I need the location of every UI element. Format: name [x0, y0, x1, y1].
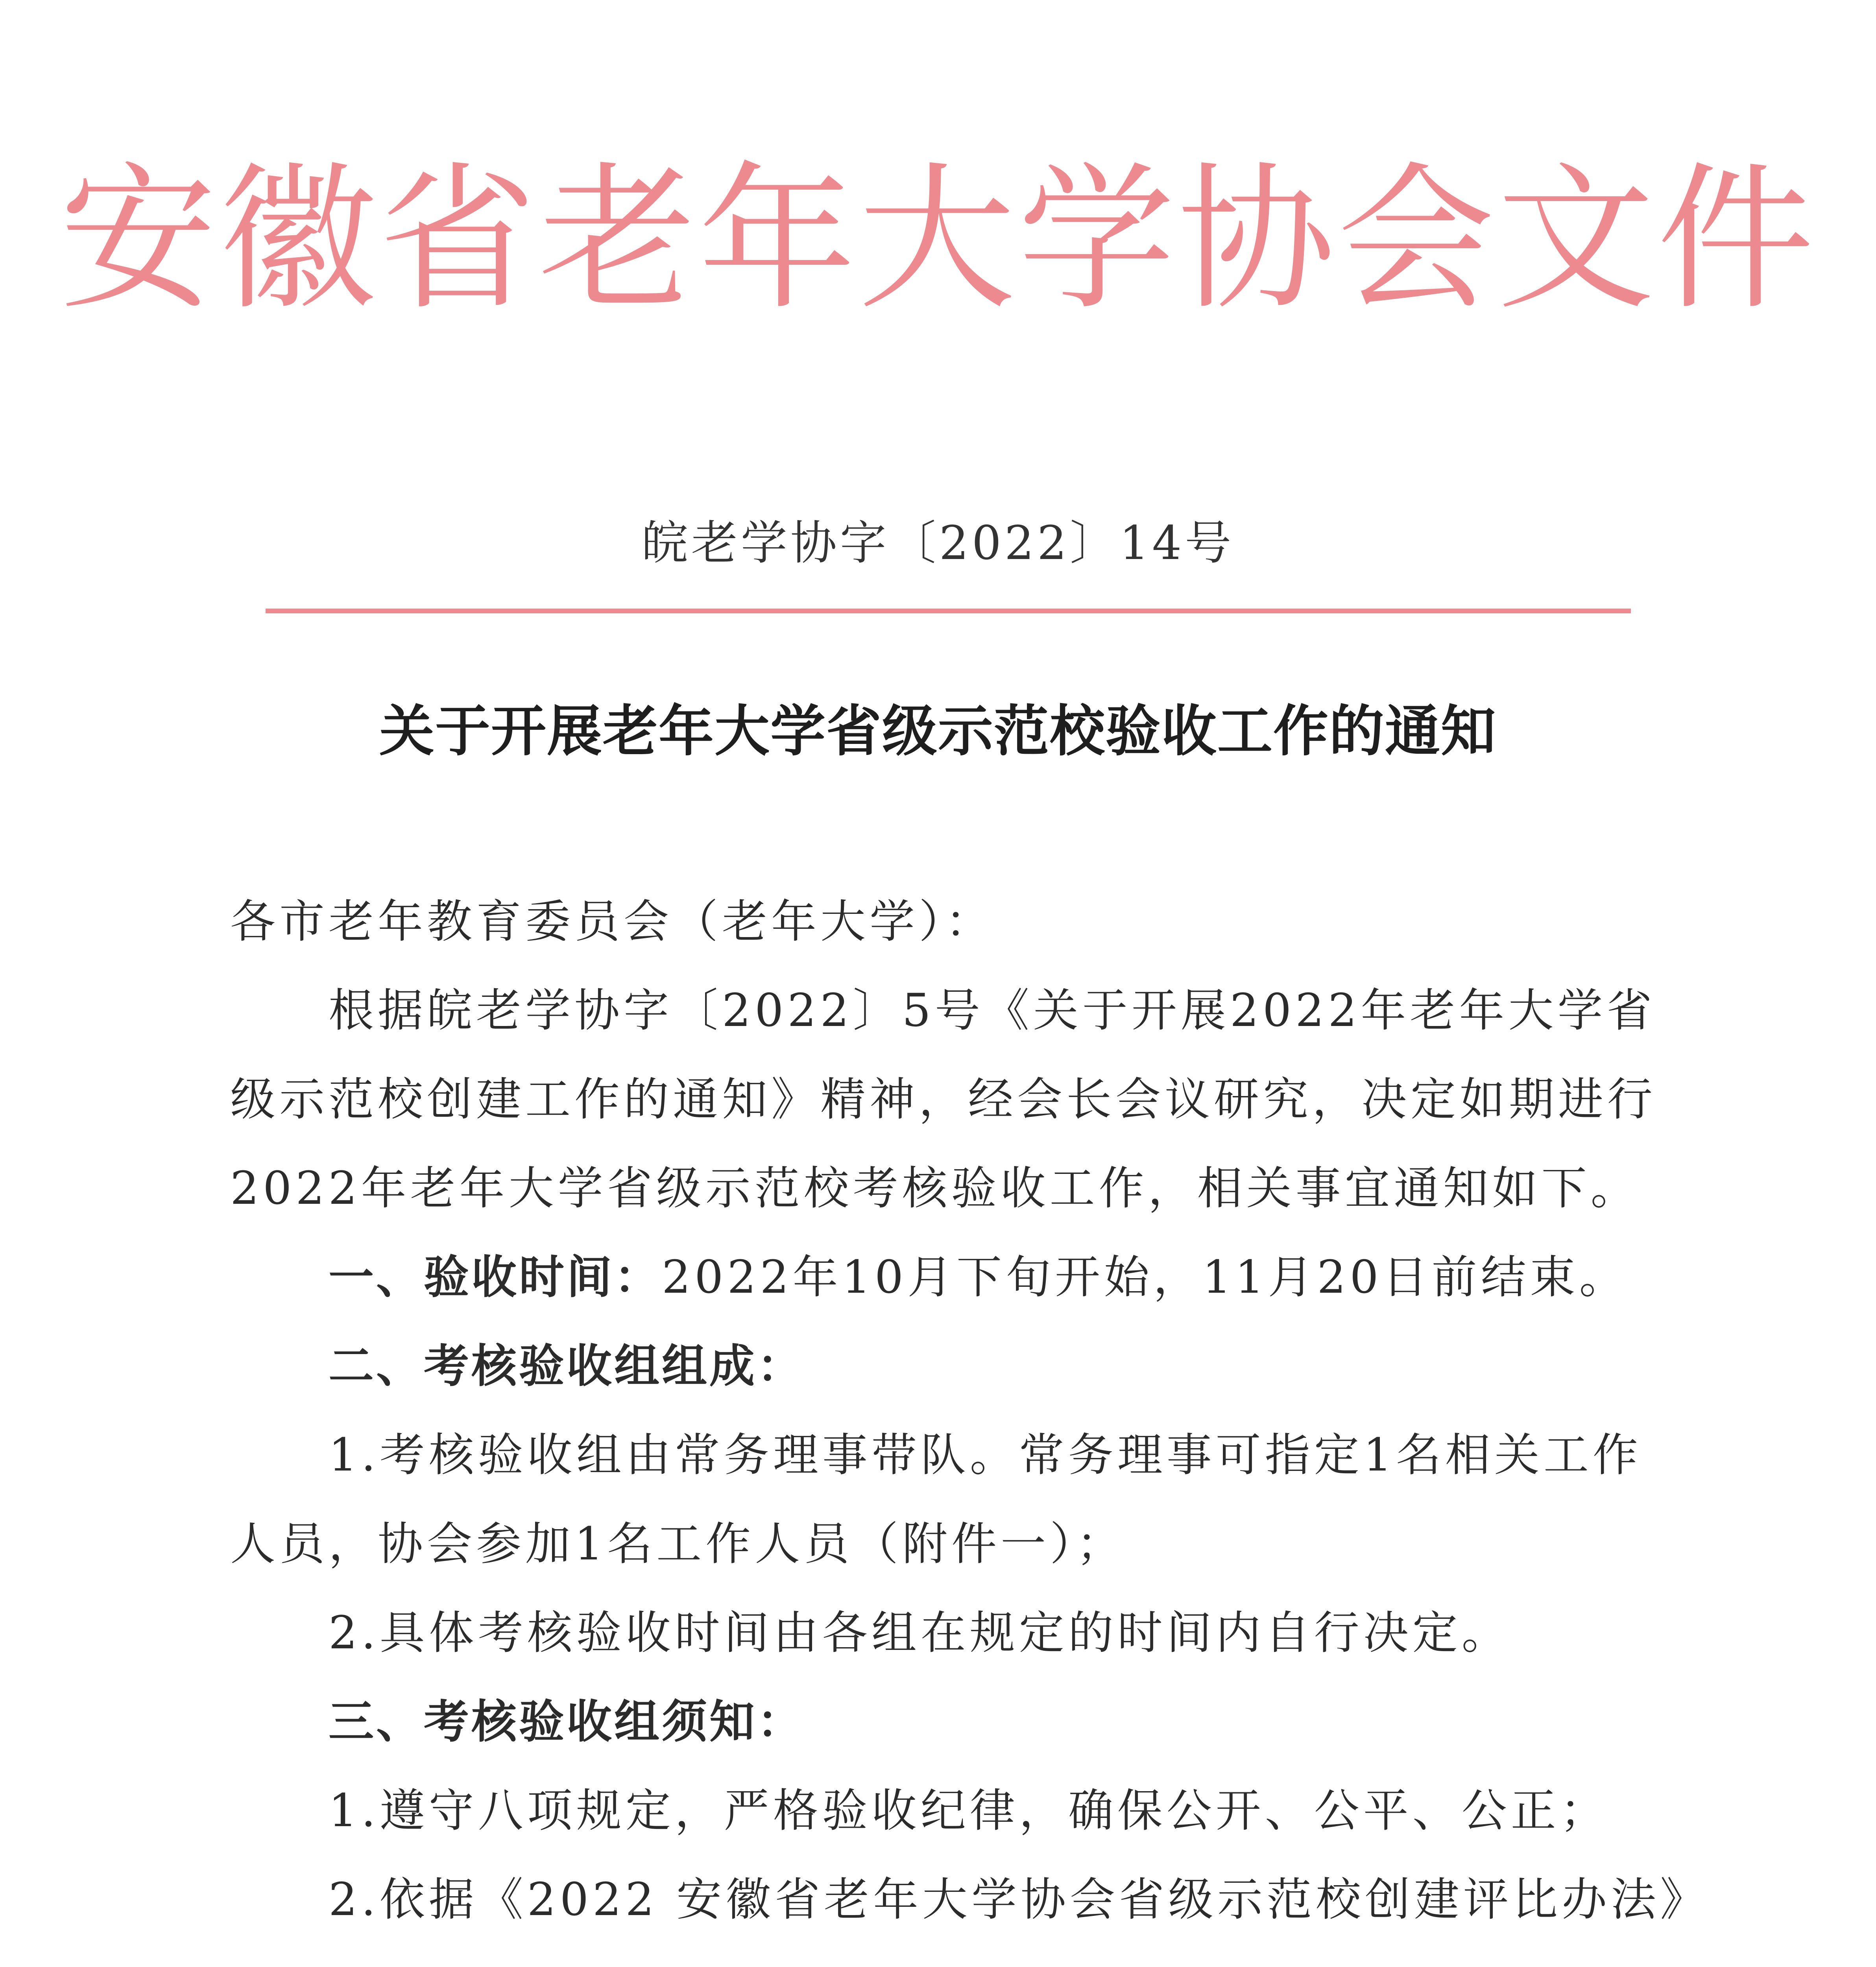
- section-3-heading: 三、考核验收组须知：: [329, 1696, 805, 1748]
- section-2-paragraph: [230, 1322, 1662, 1411]
- section-3-item: 2.依据《2022 安徽省老年大学协会省级示范校创建评比办法》: [329, 1873, 1709, 1926]
- notice-title: 关于开展老年大学省级示范校验收工作的通知: [379, 699, 1497, 764]
- section-3-item: 1.遵守八项规定，严格验收纪律，确保公开、公平、公正；: [329, 1784, 1609, 1837]
- document-body: [230, 877, 1709, 1944]
- section-2-heading: 二、考核验收组组成：: [329, 1340, 805, 1393]
- salutation: 各市老年教育委员会（老年大学）：: [230, 895, 995, 948]
- document-number: 皖老学协字〔2022〕14号: [641, 516, 1235, 570]
- section-2-item: 2.具体考核验收时间由各组在规定的时间内自行决定。: [329, 1607, 1511, 1659]
- red-divider-line: [266, 609, 1631, 613]
- intro-paragraph: 根据皖老学协字〔2022〕5号《关于开展2022年老年大学省级示范校创建工作的通知》精神，经会长会议研究，决定如期进行2022年老年大学省级示范校考核验收工作，相关事宜通知如下。: [230, 984, 1657, 1215]
- masthead-title: 安徽省老年大学协会文件: [59, 148, 1817, 331]
- section-1-paragraph: [230, 1233, 1662, 1322]
- section-3-paragraph: [230, 1677, 1662, 1766]
- section-1-text: 2022年10月下旬开始，11月20日前结束。: [662, 1251, 1629, 1304]
- section-2-item: 1.考核验收组由常务理事带队。常务理事可指定1名相关工作人员，协会参加1名工作人员（附件一）；: [230, 1429, 1642, 1570]
- section-1-heading: 一、验收时间：: [329, 1251, 662, 1304]
